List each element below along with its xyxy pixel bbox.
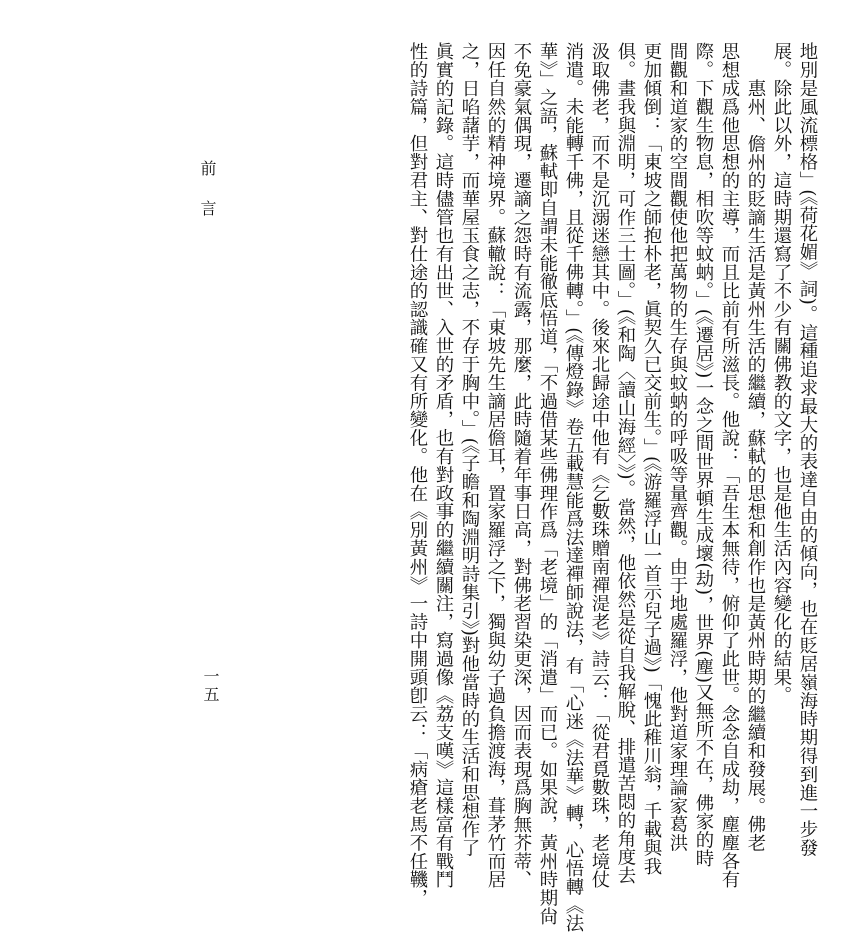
text-column: 際。下觀生物息，相吹等蚊蚋。」(《遷居》)一念之間世界頓生成壞(劫)，世界(塵)又無所不在，佛家的時 [693,42,714,868]
text-column: 汲取佛老，而不是沉溺迷戀其中。後來北歸途中他有《乞數珠贈南禪湜老》詩云：「從君覓數珠，老境仗 [589,42,610,889]
text-column: 消遣。未能轉千佛，且從千佛轉。」(《傳燈錄》卷五載慧能爲法達禪師說法，有「心迷《法華》轉，心悟轉《法 [563,42,584,932]
text-column: 展。除此以外，這時期還寫了不少有關佛教的文字，也是他生活內容變化的結果。 [771,42,792,705]
running-head: 前言 [198,160,217,240]
text-column: 眞實的記錄。這時儘管也有出世、入世的矛盾，也有對政事的繼續關注，寫過像《荔支嘆》這樣富有戰鬥 [433,42,454,889]
text-column: 地別是風流標格」(《荷花媚》詞)。這種追求最大的表達自由的傾向，也在貶居嶺海時期得到進一步發 [797,42,818,857]
body-text [200,42,820,932]
text-column: 因任自然的精神境界。蘇轍說：「東坡先生謫居儋耳，置家羅浮之下，獨與幼子過負擔渡海，葺茅竹而居 [485,42,506,889]
text-column: 間觀和道家的空間觀使他把萬物的生存與蚊蚋的呼吸等量齊觀。由于地處羅浮，他對道家理論家葛洪 [667,42,688,852]
text-column: 性的詩篇，但對君主、對仕途的認識確又有所變化。他在《別黃州》一詩中開頭卽云：「病瘡老馬不任鞿， [407,42,428,907]
text-column: 之，日啗藷芋，而華屋玉食之志，不存于胸中。」(《子瞻和陶淵明詩集引》)對他當時的生活和思想作了 [459,42,480,857]
text-column: 俱。畫我與淵明，可作三士圖。」(《和陶〈讀山海經〉》)。當然，他依然是從自我解脫、排遣苦悶的角度去 [615,42,636,885]
text-column: 不免豪氣偶現，遷謫之怨時有流露，那麼，此時隨着年事日高，對佛老習染更深，因而表現爲胸無芥蒂、 [511,42,532,889]
text-column: 思想成爲他思想的主導，而且比前有所滋長。他說：「吾生本無待，俯仰了此世。念念自成劫，塵塵各有 [719,42,740,889]
text-column: 華》」之語，蘇軾即自謂未能徹底悟道，「不過借某些佛理作爲「老境」的「消遣」而已。如果說，黃州時期尙 [537,42,558,926]
page-number: 一五 [201,668,220,704]
text-column: 更加傾倒：「東坡之師抱朴老，眞契久已交前生。」(《游羅浮山一首示兒子過》)「愧此稚川翁，千載與我 [641,42,662,876]
text-column: 惠州、儋州的貶謫生活是黃州生活的繼續，蘇軾的思想和創作也是黃州時期的繼續和發展。佛老 [745,78,766,852]
